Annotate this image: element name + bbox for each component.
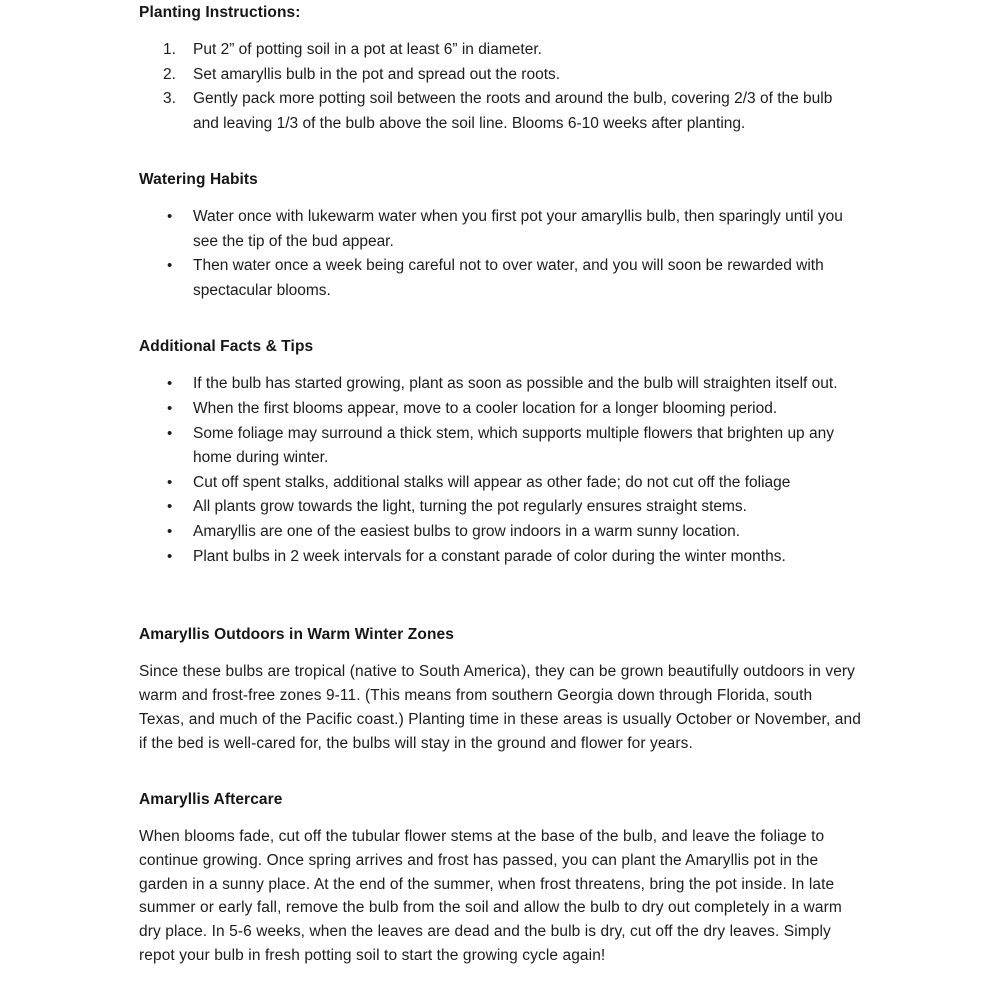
list-item: • Water once with lukewarm water when you first pot your amaryllis bulb, then sparingly until you see the tip of the bud appear. — [139, 205, 861, 254]
list-item: • If the bulb has started growing, plant as soon as possible and the bulb will straighten itself out. — [139, 372, 861, 397]
facts-tips-list — [139, 372, 861, 569]
watering-habits-list — [139, 205, 861, 303]
list-item: • When the first blooms appear, move to a cooler location for a longer blooming period. — [139, 397, 861, 422]
list-item: Put 2” of potting soil in a pot at least 6” in diameter. — [193, 41, 542, 58]
list-item: Set amaryllis bulb in the pot and spread out the roots. — [193, 65, 561, 83]
section-heading-planting-instructions: Planting Instructions: — [139, 4, 301, 21]
list-item: • Cut off spent stalks, additional stalks will appear as other fade; do not cut off the foliage — [139, 471, 861, 496]
list-item: • Then water once a week being careful not to over water, and you will soon be rewarded with spectacular blooms. — [139, 254, 861, 303]
section-heading-additional-facts-tips: Additional Facts & Tips — [139, 338, 314, 356]
document-body — [139, 0, 861, 978]
list-item: • Some foliage may surround a thick stem, which supports multiple flowers that brighten up any home during winter. — [139, 422, 861, 471]
list-item: Gently pack more potting soil between the roots and around the bulb, covering 2/3 of the bulb and leaving 1/3 of the bulb above the soil line. Blooms 6-10 weeks after planting. — [193, 90, 833, 132]
list-item: • All plants grow towards the light, turning the pot regularly ensures straight stems. — [139, 495, 861, 520]
list-item: • Amaryllis are one of the easiest bulbs to grow indoors in a warm sunny location. — [139, 520, 861, 545]
section-heading-watering-habits: Watering Habits — [139, 171, 258, 188]
section-heading-amaryllis-outdoors: Amaryllis Outdoors in Warm Winter Zones — [139, 626, 454, 644]
paragraph-amaryllis-outdoors: Since these bulbs are tropical (native to South America), they can be grown beautifully outdoors in very warm and frost-free zones 9-11. (This means from southern Georgia down through Florida, south Texas, and much of the Pacific coast.) Planting time in these areas is usually October or November, and if the bed is well-cared for, the bulbs will stay in the ground and flower for years. — [139, 663, 861, 752]
section-heading-amaryllis-aftercare: Amaryllis Aftercare — [139, 790, 283, 808]
list-item: • Plant bulbs in 2 week intervals for a constant parade of color during the winter months. — [139, 545, 861, 570]
planting-steps-list — [139, 38, 861, 136]
paragraph-amaryllis-aftercare: When blooms fade, cut off the tubular flower stems at the base of the bulb, and leave the foliage to continue growing. Once spring arrives and frost has passed, you can plant the Amaryllis pot in the garden in a sunny place. At the end of the summer, when frost threatens, bring the pot inside. In late summer or early fall, remove the bulb from the soil and allow the bulb to dry out completely in a warm dry place. In 5-6 weeks, when the leaves are dead and the bulb is dry, cut off the dry leaves. Simply repot your bulb in fresh potting soil to start the growing cycle again! — [139, 827, 842, 965]
